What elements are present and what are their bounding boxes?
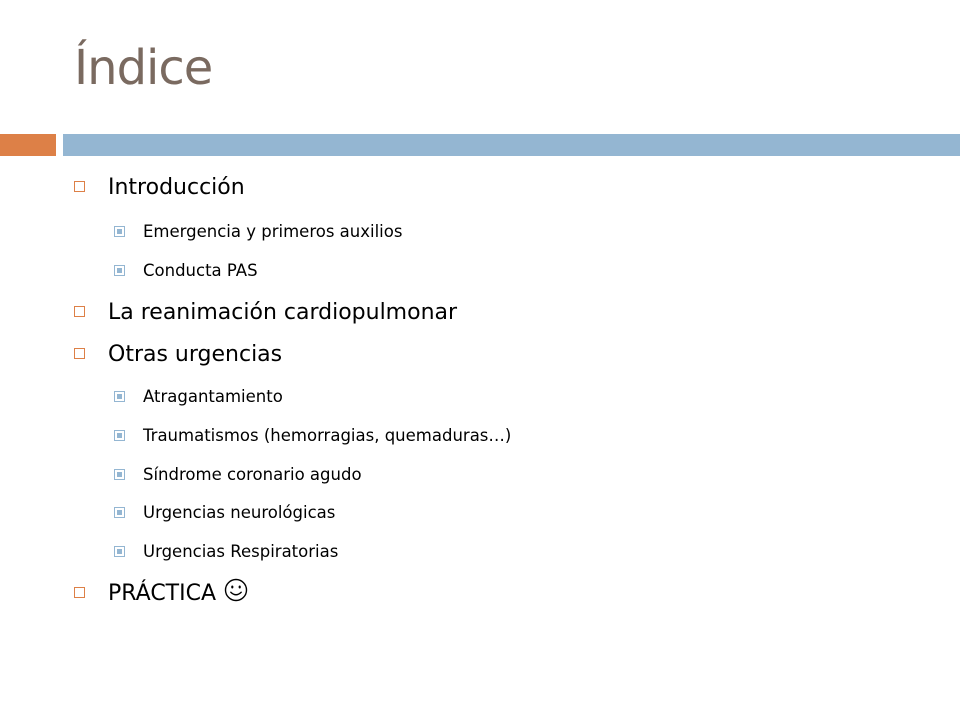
filled-square-bullet-icon [114, 430, 125, 441]
square-bullet-icon [74, 181, 85, 192]
square-bullet-icon [74, 587, 85, 598]
square-bullet-icon [74, 306, 85, 317]
filled-square-bullet-icon [114, 469, 125, 480]
sub-bullet-text: Urgencias neurológicas [143, 502, 336, 522]
sub-bullet-text: Conducta PAS [143, 260, 258, 280]
sub-bullet-item-conducta-pas [114, 258, 258, 282]
sub-bullet-text: Urgencias Respiratorias [143, 541, 339, 561]
filled-square-bullet-icon [114, 265, 125, 276]
filled-square-bullet-icon [114, 546, 125, 557]
filled-square-bullet-icon [114, 507, 125, 518]
sub-bullet-text: Traumatismos (hemorragias, quemaduras…) [143, 425, 512, 445]
bullet-text: Otras urgencias [108, 341, 283, 367]
sub-bullet-text: Síndrome coronario agudo [143, 464, 362, 484]
sub-bullet-item-sindrome-coronario [114, 462, 362, 486]
bullet-item-introduccion [74, 172, 245, 202]
smiley-face-icon [224, 578, 248, 608]
filled-square-bullet-icon [114, 391, 125, 402]
sub-bullet-text: Atragantamiento [143, 386, 283, 406]
bullet-text: La reanimación cardiopulmonar [108, 299, 458, 325]
sub-bullet-item-atragantamiento [114, 384, 283, 408]
sub-bullet-text: Emergencia y primeros auxilios [143, 221, 403, 241]
bullet-item-reanimacion [74, 297, 457, 327]
bullet-text: PRÁCTICA [108, 580, 217, 606]
bullet-text: Introducción [108, 174, 245, 200]
square-bullet-icon [74, 348, 85, 359]
sub-bullet-item-emergencia [114, 219, 402, 243]
bullet-item-otras-urgencias [74, 339, 282, 369]
sub-bullet-item-urgencias-respiratorias [114, 539, 338, 563]
sub-bullet-item-urgencias-neurologicas [114, 500, 335, 524]
bullet-item-practica [74, 578, 248, 608]
sub-bullet-item-traumatismos [114, 423, 511, 447]
slide-title: Índice [74, 40, 213, 96]
filled-square-bullet-icon [114, 226, 125, 237]
